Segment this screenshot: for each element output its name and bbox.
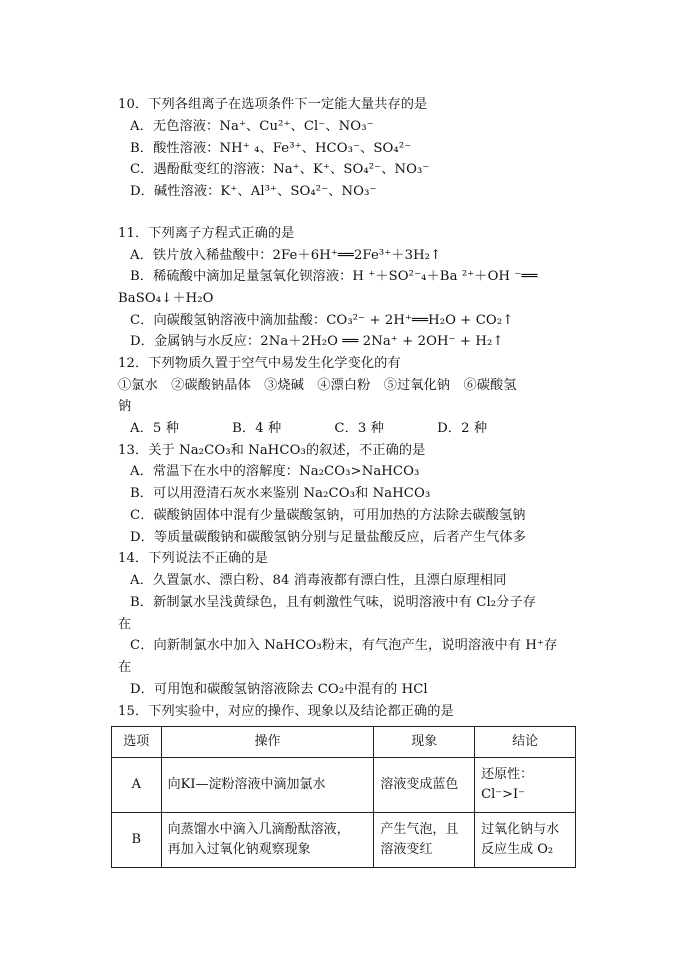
question-13-option-b: B．可以用澄清石灰水来鉴别 Na₂CO₃和 NaHCO₃ <box>130 486 431 501</box>
question-11-option-d: D．金属钠与水反应：2Na＋2H₂O ══ 2Na⁺ + 2OH⁻ + H₂↑ <box>130 334 504 349</box>
question-10-option-a: A．无色溶液：Na⁺、Cu²⁺、Cl⁻、NO₃⁻ <box>130 119 374 134</box>
row-b-phenomenon: 产生气泡，且 溶液变红 <box>374 813 475 868</box>
question-12-options: A．5 种 B．4 种 C．3 种 D．2 种 <box>130 421 488 436</box>
header-phenomenon: 现象 <box>374 727 475 758</box>
question-11-stem: 11．下列离子方程式正确的是 <box>118 226 295 241</box>
table-header-row <box>112 727 576 758</box>
question-10-stem: 10．下列各组离子在选项条件下一定能大量共存的是 <box>118 97 428 112</box>
question-14-option-c: C．向新制氯水中加入 NaHCO₃粉末，有气泡产生，说明溶液中有 H⁺存 <box>130 638 558 653</box>
question-15-stem: 15．下列实验中，对应的操作、现象以及结论都正确的是 <box>118 704 454 719</box>
question-13-stem: 13．关于 Na₂CO₃和 NaHCO₃的叙述，不正确的是 <box>118 443 426 458</box>
question-14-option-b-cont: 在 <box>118 617 132 632</box>
question-11-option-a: A．铁片放入稀盐酸中：2Fe＋6H⁺══2Fe³⁺＋3H₂↑ <box>130 248 442 263</box>
question-11-option-c: C．向碳酸氢钠溶液中滴加盐酸：CO₃²⁻ + 2H⁺══H₂O + CO₂↑ <box>130 313 514 328</box>
question-14-option-a: A．久置氯水、漂白粉、84 消毒液都有漂白性，且漂白原理相同 <box>130 573 507 588</box>
row-b-operation: 向蒸馏水中滴入几滴酚酞溶液， 再加入过氧化钠观察现象 <box>161 813 374 868</box>
header-option: 选项 <box>112 727 162 758</box>
row-a-conclusion: 还原性： Cl⁻>I⁻ <box>475 758 576 813</box>
question-12-items: ①氯水 ②碳酸钠晶体 ③烧碱 ④漂白粉 ⑤过氧化钠 ⑥碳酸氢 <box>118 378 517 393</box>
row-a-operation: 向KI—淀粉溶液中滴加氯水 <box>161 758 374 813</box>
question-11-option-b: B．稀硫酸中滴加足量氢氧化钡溶液：H ⁺＋SO²⁻₄＋Ba ²⁺＋OH ⁻══ <box>130 269 538 284</box>
header-conclusion: 结论 <box>475 727 576 758</box>
row-b-conclusion: 过氧化钠与水 反应生成 O₂ <box>475 813 576 868</box>
question-14-option-d: D．可用饱和碳酸氢钠溶液除去 CO₂中混有的 HCl <box>130 682 428 697</box>
row-b-option: B <box>112 813 162 868</box>
table-row <box>112 758 576 813</box>
experiment-table <box>111 726 576 868</box>
question-10-option-d: D．碱性溶液：K⁺、Al³⁺、SO₄²⁻、NO₃⁻ <box>130 184 377 199</box>
header-operation: 操作 <box>161 727 374 758</box>
question-13-option-d: D．等质量碳酸钠和碳酸氢钠分别与足量盐酸反应，后者产生气体多 <box>130 530 527 545</box>
question-13-option-a: A．常温下在水中的溶解度：Na₂CO₃>NaHCO₃ <box>130 464 420 479</box>
question-11-option-b-cont: BaSO₄↓＋H₂O <box>118 291 214 306</box>
row-a-phenomenon: 溶液变成蓝色 <box>374 758 475 813</box>
question-14-stem: 14．下列说法不正确的是 <box>118 551 268 566</box>
question-14-option-b: B．新制氯水呈浅黄绿色，且有刺激性气味，说明溶液中有 Cl₂分子存 <box>130 595 537 610</box>
row-a-option: A <box>112 758 162 813</box>
question-10-option-c: C．遇酚酞变红的溶液：Na⁺、K⁺、SO₄²⁻、NO₃⁻ <box>130 162 430 177</box>
question-13-option-c: C．碳酸钠固体中混有少量碳酸氢钠，可用加热的方法除去碳酸氢钠 <box>130 508 526 523</box>
question-12-stem: 12．下列物质久置于空气中易发生化学变化的有 <box>118 356 401 371</box>
question-12-items-cont: 钠 <box>118 399 132 414</box>
question-10-option-b: B．酸性溶液：NH⁺ ₄、Fe³⁺、HCO₃⁻、SO₄²⁻ <box>130 141 412 156</box>
table-row <box>112 813 576 868</box>
question-14-option-c-cont: 在 <box>118 660 132 675</box>
